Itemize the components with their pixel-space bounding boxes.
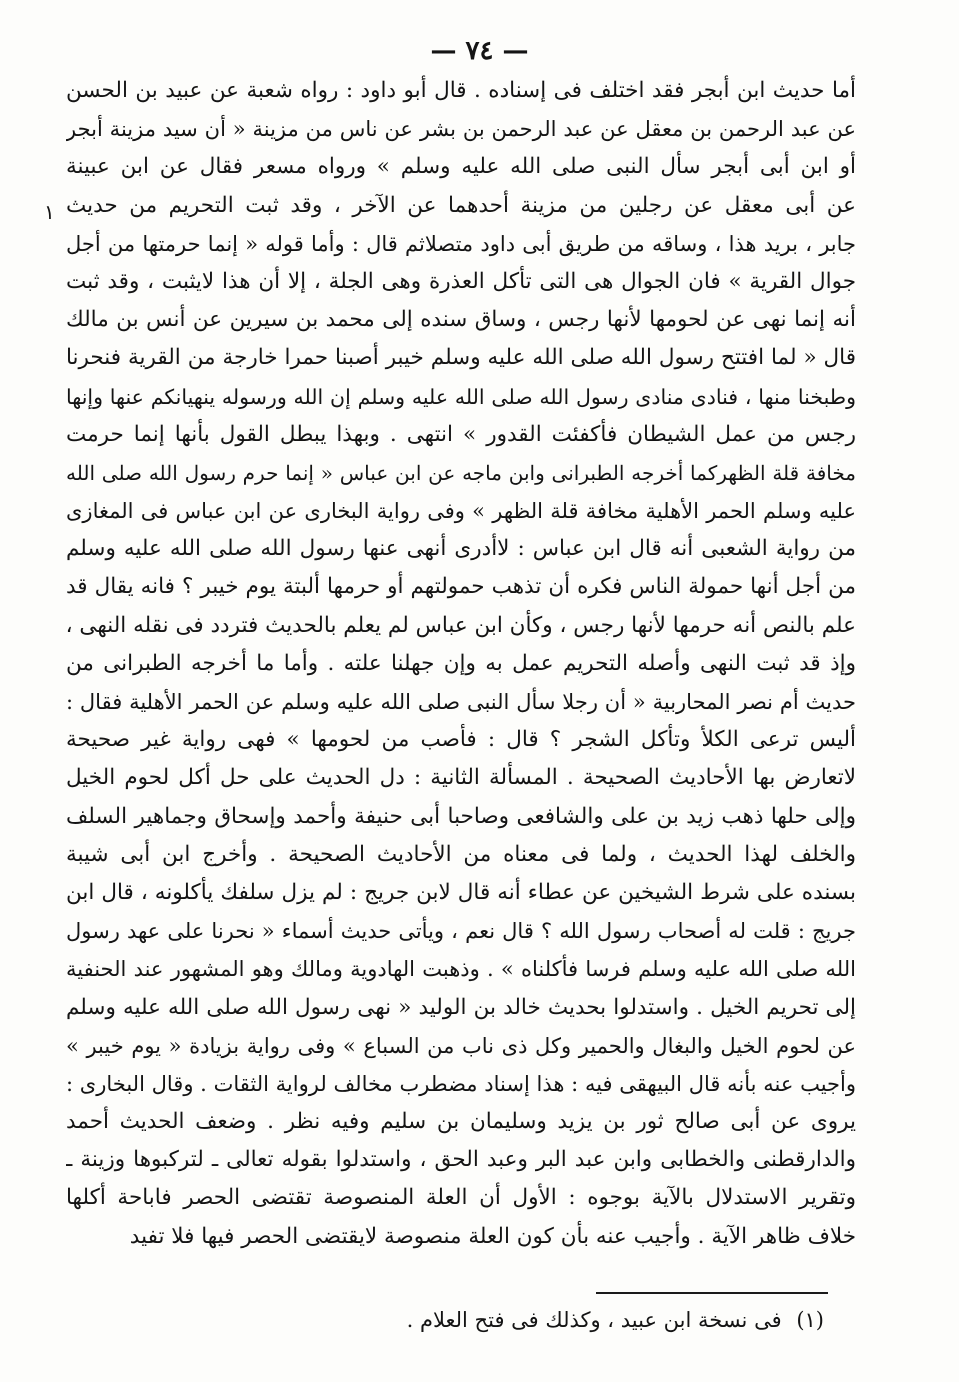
text-line: وأجيب عنه بأنه قال البيهقى فيه : هذا إسناد مضطرب مخالف لرواية الثقات . وقال البخارى :	[66, 1071, 856, 1096]
text-line: وطبخنا منها ، فنادى منادى رسول الله صلى الله عليه وسلم إن الله ورسوله ينهيانكم عنها وإنها	[66, 384, 856, 409]
text-line: وإلى حلها ذهب زيد بن على والشافعى وصاحبا أبى حنيفة وأحمد وإسحاق وجماهير السلف	[66, 803, 856, 829]
text-line: حديث أم نصر المحاربية « أن رجلا سأل النبى صلى الله عليه وسلم عن الحمر الأهلية فقال :	[66, 690, 856, 714]
footnote-reference: ١	[44, 200, 55, 224]
text-line: والخلف لهذا الحديث ، ولما فى معناه من الأحاديث الصحيحة . وأخرج ابن أبى شيبة	[66, 841, 856, 867]
text-line: الله صلى الله عليه وسلم فرسا فأكلناه » . وذهبت الهادوية ومالك وهو المشهور عند الحنفية	[66, 957, 856, 982]
text-line: أو ابن أبى أبجر سأل النبى صلى الله عليه وسلم » ورواه مسعر فقال عن ابن عبينة	[66, 154, 856, 180]
text-line: وإذ قد ثبت النهى وأصله التحريم عمل به وإن جهلنا علته . وأما ما أخرجه الطبرانى من	[66, 650, 856, 676]
text-line: مخافة قلة الظهركما أخرجه الطبرانى وابن ماجه عن ابن عباس « إنما حرم رسول الله صلى الله	[66, 460, 856, 485]
text-line: عليه وسلم الحمر الأهلية مخافة قلة الظهر » وفى رواية البخارى عن ابن عباس فى المغازى	[66, 499, 856, 524]
text-line: خلاف ظاهر الآية . وأجيب عنه بأن كون العلة منصوصة لايقتضى الحصر فيها فلا تفيد	[129, 1223, 856, 1249]
text-line: من أجل أنها حمولة الناس فكره أن تذهب حمولتهم أو حرمها ألبتة يوم خيبر ؟ فانه يقال قد	[66, 574, 856, 600]
footnote-separator	[596, 1292, 828, 1294]
text-line: قال « لما افتتح رسول الله صلى الله عليه وسلم خيبر أصبنا حمرا خارجة من القرية فنحرنا	[66, 345, 856, 371]
text-line: رجس من عمل الشيطان فأكفئت القدور » انتهى . وبهذا يبطل القول بأنها إنما حرمت	[66, 421, 856, 447]
text-line: عن أبى معقل عن رجلين من مزينة أحدهما عن الآخر ، وقد ثبت التحريم من حديث	[66, 192, 856, 218]
text-line: علم بالنص أنه حرمها لأنها رجس ، وكأن ابن عباس لم يعلم بالحديث فتردد فى نقله النهى ،	[66, 612, 856, 638]
text-line: أما حديث ابن أبجر فقد اختلف فى إسناده . قال أبو داود : رواه شعبة عن عبيد بن الحسن	[66, 78, 856, 103]
text-line: عن عبد الرحمن بن معقل عن عبد الرحمن بن بشر عن ناس من مزينة « أن سيد مزينة أبجر	[66, 117, 856, 142]
text-line: عن لحوم الخيل والبغال والحمير وكل ذى ناب من السباع » وفى رواية بزيادة « يوم خيبر »	[66, 1033, 856, 1058]
text-line: لاتعارض بها الأحاديث الصحيحة . المسألة الثانية : دل الحديث على حل أكل لحوم الخيل	[66, 765, 856, 791]
footnote-text: فى نسخة ابن عبيد ، وكذلك فى فتح العلام .	[406, 1308, 782, 1332]
text-line: أنه إنما نهى عن لحومها لأنها رجس ، وساق سنده إلى محمد بن سيرين عن أنس بن مالك	[66, 307, 856, 333]
footnote	[300, 1302, 824, 1338]
page-number: — ٧٤ —	[430, 36, 529, 66]
body-text	[66, 72, 856, 1256]
text-line: جريج : قلت له أصحاب رسول الله ؟ قال نعم ، ويأتى حديث أسماء « نحرنا على عهد رسول	[66, 919, 856, 944]
text-line: وتقرير الاستدلال بالآية بوجوه : الأول أن العلة المنصوصة تقتضى الحصر فاباحة أكلها	[66, 1185, 856, 1211]
text-line: إلى تحريم الخيل . واستدلوا بحديث خالد بن الوليد « نهى رسول الله صلى الله عليه وسلم	[66, 994, 856, 1020]
text-line: يروى عن أبى صالح ثور بن يزيد وسليمان بن سليم وفيه نظر . وضعف الحديث أحمد	[66, 1109, 856, 1135]
text-line: جوال القرية » فان الجوال هى التى تأكل العذرة وهى الجلة ، إلا أن هذا لايثبت ، وقد ثبت	[66, 268, 856, 294]
text-line: من رواية الشعبى أنه قال ابن عباس : لاأدرى أنهى عنها رسول الله صلى الله عليه وسلم	[66, 536, 856, 562]
text-line: جابر ، بريد هذا ، وساقه من طريق أبى داود متصلاثم قال : وأما قوله « إنما حرمتها من أجل	[66, 231, 856, 256]
text-line: والدارقطنى والخطابى وابن عبد البر وعبد الحق ، واستدلوا بقوله تعالى ـ لتركبوها وزينة ـ	[66, 1147, 856, 1173]
text-line: بسنده على شرط الشيخين عن عطاء أنه قال لابن جريج : لم يزل سلفك يأكلونه ، قال ابن	[66, 879, 856, 905]
text-line: أليس ترعى الكلأ وتأكل الشجر ؟ قال : فأصب من لحومها » فهى رواية غير صحيحة	[66, 727, 856, 753]
footnote-marker: (١)	[796, 1308, 824, 1332]
